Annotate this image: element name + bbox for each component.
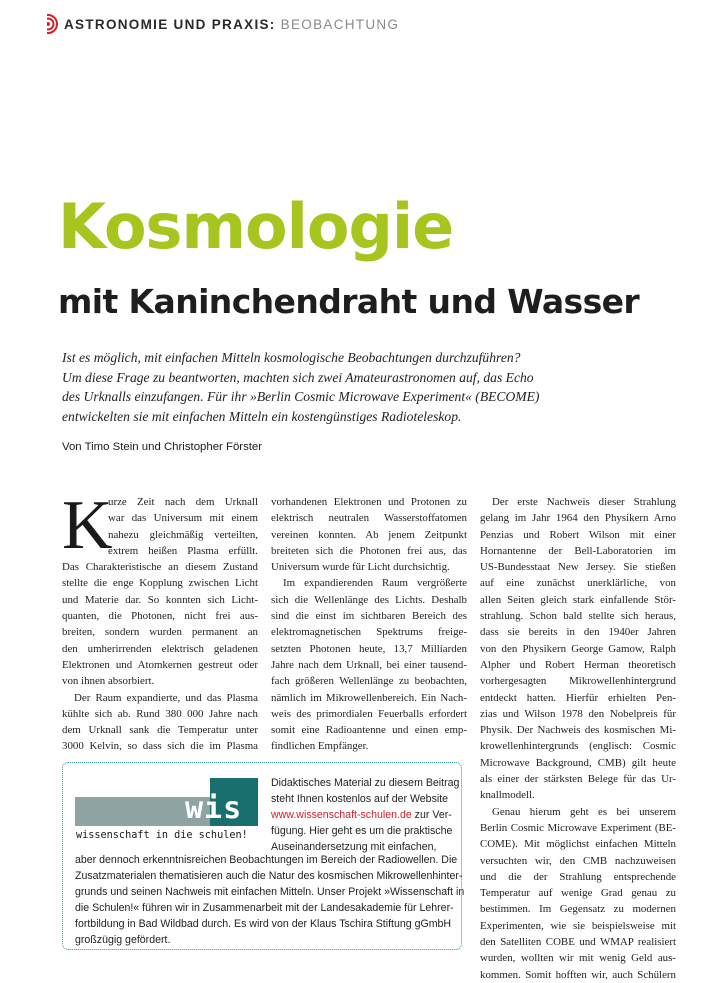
info-line: aber dennoch erkenntnisreichen Beobachtungen im Bereich der Radiowellen. Die (75, 854, 458, 866)
body-line: stellte die enge Kopplung zwischen Licht (62, 577, 258, 590)
body-line: urze Zeit nach dem Urknall (108, 496, 258, 508)
body-line: Alpher und Robert Herman theoretisch (480, 658, 676, 671)
body-line: elektrisch neutralen Wasserstoffatomen (271, 512, 467, 525)
info-box-text-bottom (75, 853, 464, 948)
body-column-3 (480, 494, 676, 983)
byline: Von Timo Stein und Christopher Förster (62, 441, 263, 453)
article-subtitle: mit Kaninchendraht und Wasser (58, 282, 640, 321)
body-line: Microwave Background, CMB) gilt heute (480, 756, 676, 769)
body-line: nämlich im Mikrowellenbereich. Ein Nach- (271, 691, 467, 704)
body-line: entdeckt hatten. Hierfür erhielten Pen- (480, 691, 676, 704)
drop-cap: K (62, 487, 113, 564)
info-line: Didaktisches Material zu diesem Beitrag (271, 777, 460, 789)
info-line-with-link (271, 808, 459, 824)
body-line: vorhandenen Elektronen und Protonen zu (271, 496, 467, 508)
body-line: Elektronen und Atomkernen gestreut oder (62, 658, 258, 671)
body-line: gelang im Jahr 1964 den Physikern Arno (480, 512, 676, 525)
lead-line: entwickelten sie mit einfachen Mitteln ein kostengünstiges Radioteleskop. (62, 408, 462, 424)
body-line: auf eine zunächst unerklärliche, von (480, 577, 676, 590)
info-line-suffix: zur Ver- (411, 808, 452, 821)
wis-logo-text: wis (185, 791, 243, 826)
wis-logo-tagline: wissenschaft in die schulen! (76, 830, 248, 841)
body-line: versuchten wir, den CMB nachzuweisen (480, 854, 676, 867)
body-line: Im expandierenden Raum vergrößerte (283, 577, 467, 590)
section-header (64, 17, 399, 32)
body-line: nahezu gleichmäßig verteilten, (108, 528, 258, 541)
info-line: die Schulen!« führen wir in Zusammenarbeit mit der Landesakademie für Lehrer- (75, 901, 454, 914)
body-line: Berlin Cosmic Microwave Experiment (BE- (480, 821, 676, 834)
body-line: wurden, wollten wir mit wenig Geld aus- (480, 952, 676, 965)
body-line: als einer der stärksten Belege für das Ur- (480, 773, 676, 786)
body-line: Universum wurde für Licht durchsichtig. (271, 561, 450, 574)
body-line: sind die einst im sichtbaren Bereich des (271, 610, 467, 623)
info-line: grunds und seinen Nachweis mit einfachen Mitteln. Unser Projekt »Wissenschaft in (75, 885, 465, 898)
body-line: Der Raum expandierte, und das Plasma (74, 691, 258, 704)
body-line: Hornantenne der Bell-Laboratorien im (480, 544, 676, 557)
body-line: fach größeren Wellenlänge zu beobachten, (271, 675, 467, 688)
body-line: strahlung. Schon bald stellte sich heraus, (480, 610, 676, 623)
info-line: großzügig gefördert. (75, 933, 171, 946)
body-line: war das Universum mit einem (108, 512, 258, 525)
body-line: Experimenten, wie sie beispielsweise mit (480, 919, 676, 932)
lead-line: Ist es möglich, mit einfachen Mitteln kosmologische Beobachtungen durchzuführen? (62, 350, 521, 365)
body-line: zias und Wilson 1978 den Nobelpreis für (480, 707, 676, 720)
body-line: findlichen Empfänger. (271, 740, 369, 753)
body-line: den umherirrenden elektrisch geladenen (62, 642, 258, 655)
subsection-label: BEOBACHTUNG (280, 17, 400, 32)
body-line: kommen. Somit hofften wir, auch Schülern (480, 968, 676, 981)
body-line: Der erste Nachweis dieser Strahlung (492, 496, 676, 508)
body-line: von den Physikern George Gamow, Ralph (480, 642, 676, 655)
body-line: den Satelliten COBE und WMAP realisiert (480, 936, 676, 949)
body-line: Das Charakteristische an diesem Zustand (62, 561, 258, 574)
lead-line: Um diese Frage zu beantworten, machten sich zwei Amateurastronomen auf, das Echo (62, 369, 534, 385)
body-column-2 (271, 494, 467, 755)
body-line: quanten, die Photonen, nicht frei aus- (62, 610, 258, 623)
magazine-logo-icon (38, 14, 58, 34)
info-line: fügung. Hier geht es um die praktische (271, 824, 453, 837)
article-lead (62, 348, 662, 426)
info-box-text-right (271, 776, 459, 856)
body-line: Jahre nach dem Urknall, bei einer tausend- (271, 658, 467, 671)
body-line: vereinen konnten. Ab jenem Zeitpunkt (271, 528, 467, 541)
info-line: Zusatzmaterialen thematisieren auch die Natur des kosmischen Mikrowellenhinter- (75, 869, 463, 882)
body-line: breiteten sich die Photonen frei aus, das (271, 544, 467, 557)
body-line: Physik. Der Nachweis des kosmischen Mi- (480, 724, 676, 737)
info-line: fortbildung in Bad Wildbad durch. Es wird von der Klaus Tschira Stiftung gGmbH (75, 917, 452, 930)
body-line: weis des primordialen Feuerballs erfordert (271, 707, 467, 720)
body-line: vorhergesagten Mikrowellenhintergrund (480, 675, 676, 688)
info-line: steht Ihnen kostenlos auf der Website (271, 792, 449, 805)
body-line: kühlte sich ab. Rund 380 000 Jahre nach (62, 707, 258, 720)
body-line: bestimmen. Im Gegensatz zu modernen (480, 903, 676, 916)
article-title: Kosmologie (58, 190, 454, 263)
body-line: und die der Strahlung entsprechende (480, 870, 676, 883)
body-line: US-Bundesstaat New Jersey. Sie stießen (480, 561, 676, 574)
body-line: knallmodell. (480, 789, 535, 802)
body-line: COME). Mit möglichst einfachen Mitteln (480, 838, 676, 851)
body-line: dass sie bereits in den 1940er Jahren (480, 626, 676, 639)
section-label: ASTRONOMIE UND PRAXIS: (64, 17, 276, 32)
body-line: elektromagnetischen Spektrums freige- (271, 626, 467, 639)
body-line: extrem heißen Plasma erfüllt. (108, 544, 258, 557)
body-column-1 (62, 487, 258, 755)
lead-line: des Urknalls einzufangen. Für ihr »Berlin Cosmic Microwave Experiment« (BECOME) (62, 389, 540, 405)
body-line: krowellenhintergrunds (englisch: Cosmic (480, 740, 676, 753)
body-line: breiten, sondern wurden permanent an (62, 626, 258, 639)
info-line: Auseinandersetzung mit einfachen, (271, 840, 437, 853)
body-line: dem Urknall sank die Temperatur unter (62, 724, 258, 737)
body-line: von ihnen absorbiert. (62, 675, 155, 688)
body-line: somit eine Radioantenne und einen emp- (271, 724, 467, 737)
website-link[interactable]: www.wissenschaft-schulen.de (271, 808, 412, 821)
body-line: sich die Wellenlänge des Lichts. Deshalb (271, 593, 467, 606)
body-line: setzten Photonen heute, 13,7 Milliarden (271, 642, 467, 655)
body-line: Penzias und Robert Wilson mit einer (480, 528, 676, 541)
body-line: Temperatur auf wenige Grad genau zu (480, 887, 676, 900)
body-line: 3000 Kelvin, so dass sich die im Plasma (62, 740, 258, 753)
body-line: Genau hierum geht es bei unserem (492, 805, 676, 818)
body-line: und Materie dar. So konnten sich Licht- (62, 593, 258, 606)
body-line: allen Seiten gleich stark einfallende Stör- (480, 593, 676, 606)
